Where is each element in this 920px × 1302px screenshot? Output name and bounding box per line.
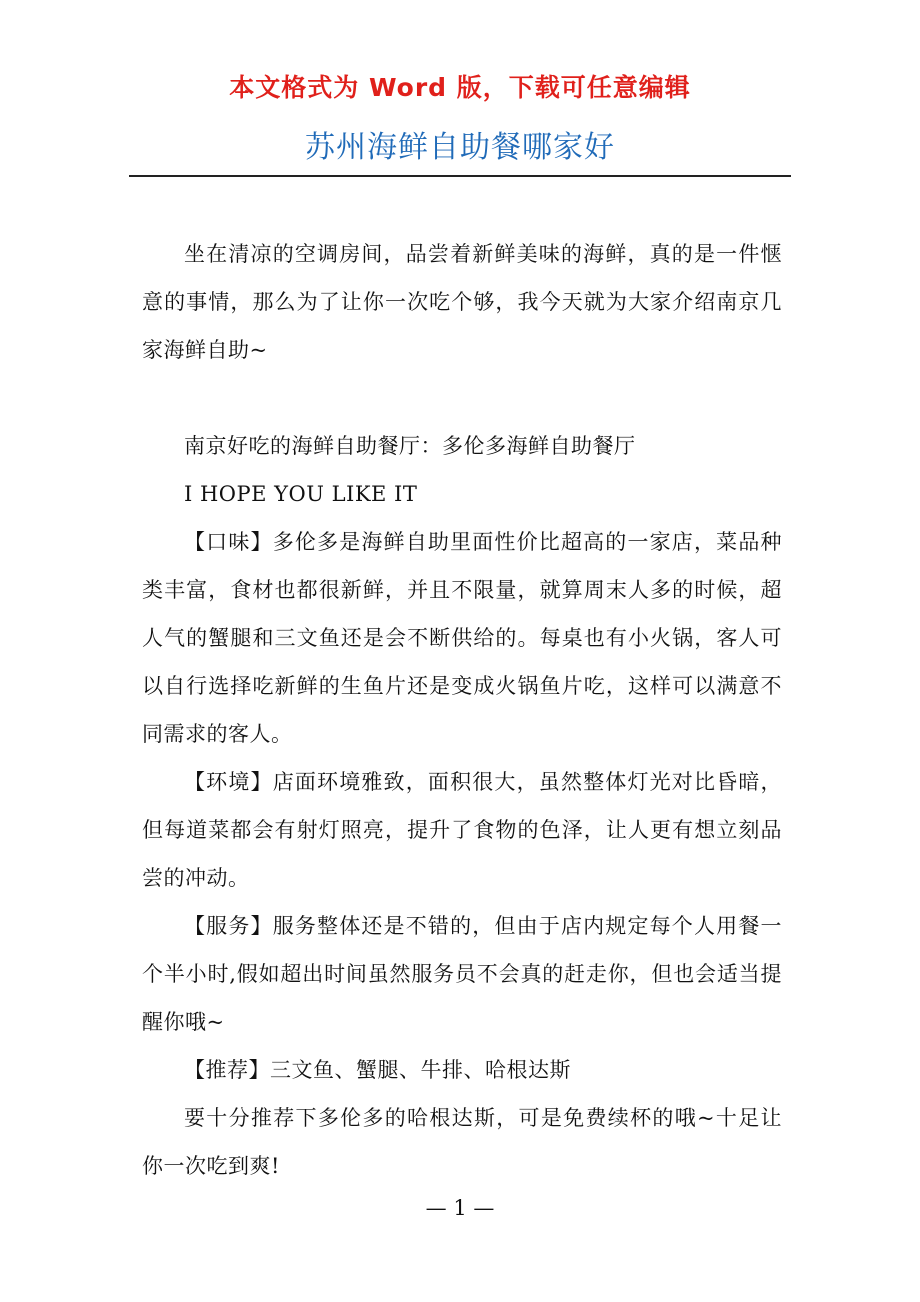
tagline: I HOPE YOU LIKE IT (184, 482, 418, 506)
environment-paragraph: 【环境】店面环境雅致，面积很大，虽然整体灯光对比昏暗，但每道菜都会有射灯照亮，提升了食物的色泽，让人更有想立刻品尝的冲动。 (142, 770, 782, 890)
closing-paragraph: 要十分推荐下多伦多的哈根达斯，可是免费续杯的哦~十足让你一次吃到爽! (142, 1106, 782, 1178)
format-notice: 本文格式为 Word 版，下载可任意编辑 (229, 73, 691, 102)
intro-section (142, 230, 782, 374)
taste-paragraph: 【口味】多伦多是海鲜自助里面性价比超高的一家店，菜品种类丰富，食材也都很新鲜，并且不限量，就算周末人多的时候，超人气的蟹腿和三文鱼还是会不断供给的。每桌也有小火锅，客人可以自行选择吃新鲜的生鱼片还是变成火锅鱼片吃，这样可以满意不同需求的客人。 (142, 530, 782, 746)
document-title: 苏州海鲜自助餐哪家好 (305, 130, 615, 165)
title-divider (129, 175, 791, 177)
page-number: — 1 — (425, 1196, 495, 1220)
restaurant-heading: 南京好吃的海鲜自助餐厅：多伦多海鲜自助餐厅 (184, 434, 636, 458)
intro-paragraph: 坐在清凉的空调房间，品尝着新鲜美味的海鲜，真的是一件惬意的事情，那么为了让你一次吃个够，我今天就为大家介绍南京几家海鲜自助~ (142, 242, 782, 362)
recommend-paragraph: 【推荐】三文鱼、蟹腿、牛排、哈根达斯 (184, 1058, 571, 1082)
service-paragraph: 【服务】服务整体还是不错的，但由于店内规定每个人用餐一个半小时,假如超出时间虽然服务员不会真的赶走你，但也会适当提醒你哦~ (142, 914, 782, 1034)
main-section (142, 422, 782, 1190)
